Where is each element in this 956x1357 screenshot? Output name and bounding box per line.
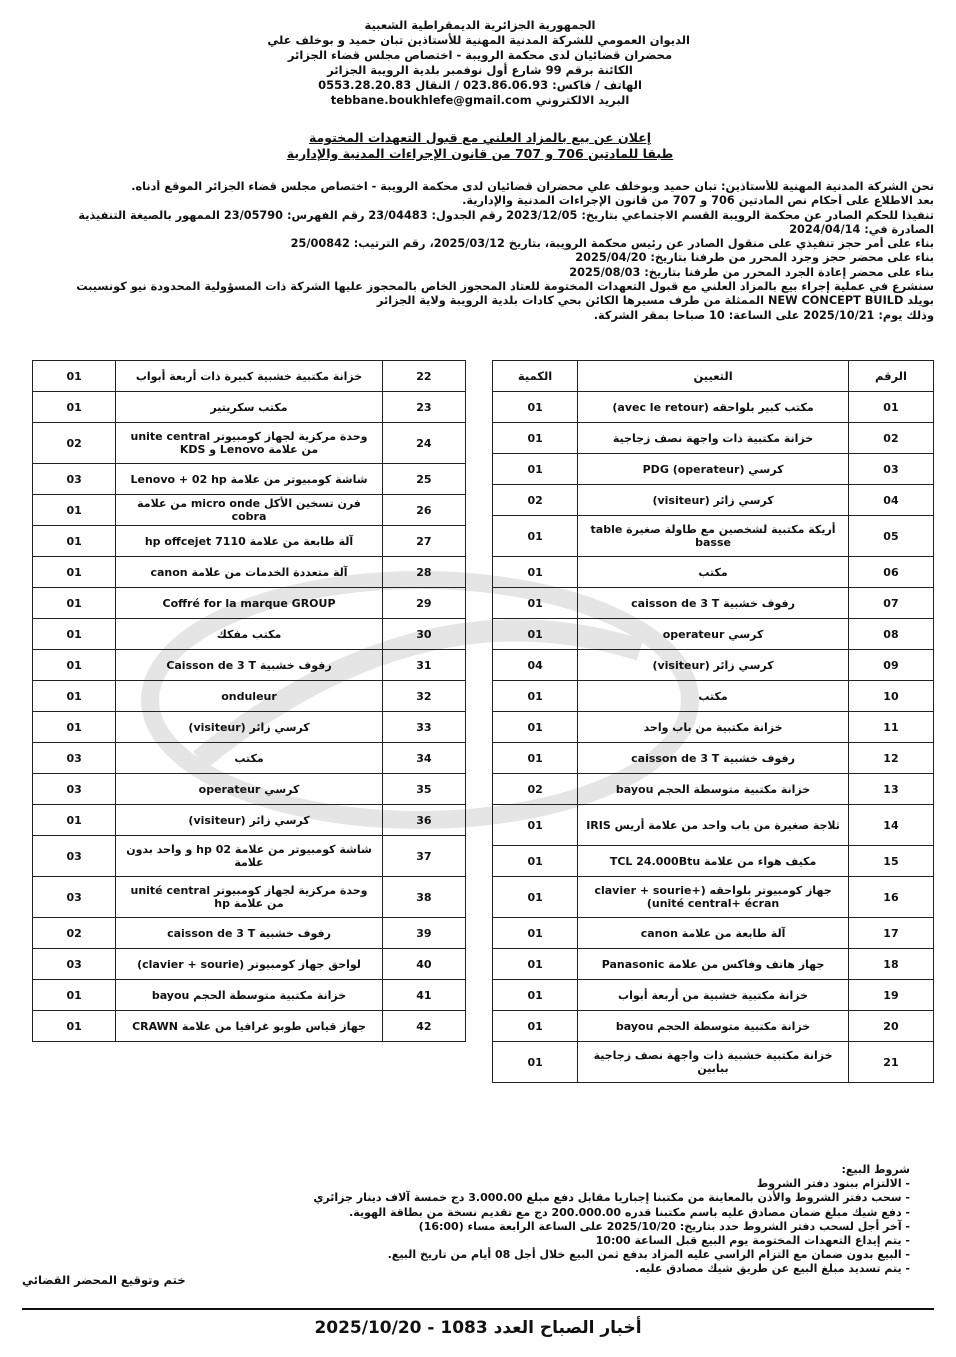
- item-num: 20: [848, 1011, 933, 1042]
- table-row: [493, 949, 934, 980]
- item-quantity: 01: [493, 619, 578, 650]
- item-quantity: 01: [493, 423, 578, 454]
- table-row: [493, 619, 934, 650]
- col-num-header: الرقم: [848, 361, 933, 392]
- item-num: 29: [382, 588, 465, 619]
- table-row: [493, 846, 934, 877]
- header-phone: الهاتف / فاكس: 023.86.06.93 / النقال 0553.28.20.83: [318, 78, 642, 92]
- item-num: 06: [848, 557, 933, 588]
- item-quantity: 04: [493, 650, 578, 681]
- item-num: 31: [382, 650, 465, 681]
- notice-title-line2: طبقا للمادتين 706 و 707 من قانون الإجراءات المدنية والإدارية: [286, 146, 674, 161]
- item-num: 37: [382, 836, 465, 877]
- header-republic: الجمهورية الجزائرية الديمقراطية الشعبية: [364, 18, 596, 32]
- item-quantity: 01: [33, 712, 116, 743]
- item-num: 07: [848, 588, 933, 619]
- item-num: 22: [382, 361, 465, 392]
- item-quantity: 01: [493, 588, 578, 619]
- item-num: 28: [382, 557, 465, 588]
- table-row: [493, 681, 934, 712]
- header-court: محضران قضائيان لدى محكمة الرويبة - اختصاص مجلس قضاء الجزائر: [287, 48, 673, 62]
- table-row: [33, 836, 466, 877]
- item-num: 16: [848, 877, 933, 918]
- table-row: [493, 516, 934, 557]
- header-address: الكائنة برقم 99 شارع أول نوفمبر بلدية الرويبة الجزائر: [327, 63, 633, 77]
- item-quantity: 01: [493, 1042, 578, 1083]
- item-designation: لواحق جهاز كومبيوتر (clavier + sourie): [116, 949, 383, 980]
- item-num: 42: [382, 1011, 465, 1042]
- item-quantity: 01: [33, 980, 116, 1011]
- table-row: [33, 743, 466, 774]
- item-designation: جهاز كومبيوتر بلواحقه (clavier + sourie+ unité central+ écran): [578, 877, 849, 918]
- item-quantity: 01: [33, 619, 116, 650]
- item-quantity: 01: [33, 526, 116, 557]
- intro-line: سنشرع في عملية إجراء بيع بالمزاد العلني مع قبول التعهدات المختومة للعتاد المحجوز الخاص بالمحجوز عليها الشركة ذات المسؤولية المحدودة نيو كونسيبت: [76, 280, 934, 294]
- item-num: 33: [382, 712, 465, 743]
- item-num: 02: [848, 423, 933, 454]
- item-designation: آلة طابعة من علامة hp offcejet 7110: [116, 526, 383, 557]
- table-row: [493, 650, 934, 681]
- table-row: [33, 949, 466, 980]
- col-qty-header: الكمية: [493, 361, 578, 392]
- item-designation: رفوف خشبية caisson de 3 T: [116, 918, 383, 949]
- item-designation: شاشة كومبيوتر من علامة Lenovo + 02 hp: [116, 464, 383, 495]
- table-row: [33, 619, 466, 650]
- item-quantity: 01: [493, 557, 578, 588]
- item-num: 27: [382, 526, 465, 557]
- table-row: [33, 650, 466, 681]
- table-row: [33, 712, 466, 743]
- item-designation: خزانة مكتبية متوسطة الحجم bayou: [578, 1011, 849, 1042]
- item-num: 41: [382, 980, 465, 1011]
- item-num: 36: [382, 805, 465, 836]
- item-quantity: 02: [493, 774, 578, 805]
- item-designation: فرن تسخين الأكل micro onde من علامة cobra: [116, 495, 383, 526]
- item-quantity: 01: [493, 392, 578, 423]
- item-num: 09: [848, 650, 933, 681]
- item-designation: مكتب: [578, 557, 849, 588]
- intro-line: الصادرة في: 2024/04/14: [789, 222, 934, 236]
- item-quantity: 01: [493, 681, 578, 712]
- item-designation: كرسي زائر (visiteur): [116, 805, 383, 836]
- intro-line: بناء على أمر حجز تنفيذي على منقول الصادر عن رئيس محكمة الرويبة، بتاريخ 2025/03/12، رقم الترتيب: 25/00842: [290, 237, 934, 251]
- item-num: 03: [848, 454, 933, 485]
- item-num: 34: [382, 743, 465, 774]
- item-designation: وحدة مركزية لجهاز كومبيوتر unite central من علامة Lenovo و KDS: [116, 423, 383, 464]
- item-quantity: 03: [33, 774, 116, 805]
- condition-item: - سحب دفتر الشروط والأذن بالمعاينة من مكتبنا إجباريا مقابل دفع مبلغ 3.000.00 دج خمسة آلاف دينار جزائري: [313, 1191, 910, 1205]
- item-num: 08: [848, 619, 933, 650]
- item-quantity: 02: [33, 918, 116, 949]
- item-num: 04: [848, 485, 933, 516]
- item-designation: خزانة مكتبية متوسطة الحجم bayou: [578, 774, 849, 805]
- table-row: [493, 454, 934, 485]
- item-quantity: 01: [33, 588, 116, 619]
- item-designation: مكتب: [578, 681, 849, 712]
- intro-line: نحن الشركة المدنية المهنية للأستاذين: تبان حميد وبوخلف علي محضران قضائيان لدى محكمة الرويبة - اختصاص مجلس قضاء الجزائر الموقع أدناه.: [131, 180, 934, 193]
- item-num: 12: [848, 743, 933, 774]
- table-row: [33, 495, 466, 526]
- item-quantity: 03: [33, 743, 116, 774]
- item-designation: مكتب سكريتير: [116, 392, 383, 423]
- notice-title: [220, 130, 740, 162]
- item-designation: كرسي زائر (visiteur): [578, 485, 849, 516]
- condition-item: - الالتزام ببنود دفتر الشروط: [756, 1177, 910, 1191]
- item-quantity: 01: [33, 361, 116, 392]
- table-row: [493, 877, 934, 918]
- table-row: [493, 980, 934, 1011]
- item-designation: رفوف خشبية Caisson de 3 T: [116, 650, 383, 681]
- item-num: 39: [382, 918, 465, 949]
- item-quantity: 01: [33, 805, 116, 836]
- item-num: 35: [382, 774, 465, 805]
- item-num: 38: [382, 877, 465, 918]
- item-designation: جهاز قياس طوبو غرافيا من علامة CRAWN: [116, 1011, 383, 1042]
- item-designation: شاشة كومبيوتر من علامة 02 hp و واحد بدون علامة: [116, 836, 383, 877]
- bailiff-signature: ختم وتوقيع المحضر القضائي: [22, 1273, 186, 1287]
- intro-line: وذلك يوم: 2025/10/21 على الساعة: 10 صباحا بمقر الشركة.: [593, 308, 934, 322]
- table-row: [33, 1011, 466, 1042]
- intro-line: بعد الاطلاع على أحكام نص المادتين 706 و 707 من قانون الإجراءات المدنية والإدارية.: [462, 194, 934, 208]
- item-quantity: 01: [493, 516, 578, 557]
- item-num: 30: [382, 619, 465, 650]
- table-row: [33, 526, 466, 557]
- item-quantity: 01: [493, 712, 578, 743]
- item-quantity: 01: [33, 392, 116, 423]
- item-designation: وحدة مركزية لجهاز كومبيوتر unité central من علامة hp: [116, 877, 383, 918]
- item-designation: كرسي زائر (visiteur): [116, 712, 383, 743]
- intro-paragraph: [22, 180, 934, 323]
- sale-conditions: [313, 1163, 910, 1277]
- items-table-right: [492, 360, 934, 1083]
- condition-item: - يتم تسديد مبلغ البيع عن طريق شيك مصادق عليه.: [635, 1262, 910, 1276]
- item-designation: كرسي (operateur) PDG: [578, 454, 849, 485]
- table-row: [33, 877, 466, 918]
- item-num: 11: [848, 712, 933, 743]
- item-num: 05: [848, 516, 933, 557]
- item-num: 18: [848, 949, 933, 980]
- item-quantity: 01: [33, 495, 116, 526]
- item-designation: جهاز هاتف وفاكس من علامة Panasonic: [578, 949, 849, 980]
- table-row: [493, 392, 934, 423]
- table-row: [33, 681, 466, 712]
- item-designation: أريكة مكتبية لشخصين مع طاولة صغيرة table basse: [578, 516, 849, 557]
- item-designation: مكتب: [116, 743, 383, 774]
- item-quantity: 03: [33, 836, 116, 877]
- item-num: 21: [848, 1042, 933, 1083]
- table-row: [33, 805, 466, 836]
- item-num: 32: [382, 681, 465, 712]
- item-num: 15: [848, 846, 933, 877]
- conditions-title: شروط البيع:: [841, 1163, 910, 1176]
- table-row: [33, 361, 466, 392]
- table-row: [493, 712, 934, 743]
- item-designation: مكيف هواء من علامة TCL 24.000Btu: [578, 846, 849, 877]
- header-office: الديوان العمومي للشركة المدنية المهنية للأستاذين تبان حميد و بوخلف علي: [267, 33, 690, 47]
- item-quantity: 03: [33, 949, 116, 980]
- intro-line: بويلد NEW CONCEPT BUILD الممثلة من طرف مسيرها الكائن بحي كادات بلدية الرويبة ولاية الجزائر: [376, 294, 934, 308]
- item-num: 13: [848, 774, 933, 805]
- header-email: البريد الالكتروني tebbane.boukhlefe@gmail.com: [330, 93, 630, 107]
- items-table-left: [32, 360, 466, 1042]
- table-row: [33, 980, 466, 1011]
- item-quantity: 01: [33, 557, 116, 588]
- table-row: [493, 743, 934, 774]
- item-num: 01: [848, 392, 933, 423]
- item-quantity: 03: [33, 464, 116, 495]
- item-quantity: 02: [33, 423, 116, 464]
- item-quantity: 01: [493, 805, 578, 846]
- intro-line: بناء على محضر إعادة الجرد المحرر من طرفنا بتاريخ: 2025/08/03: [569, 265, 934, 279]
- condition-item: - البيع بدون ضمان مع التزام الراسي عليه المزاد بدفع ثمن البيع خلال أجل 08 أيام من تاريخ البيع.: [387, 1248, 910, 1262]
- table-row: [493, 557, 934, 588]
- item-designation: آلة متعددة الخدمات من علامة canon: [116, 557, 383, 588]
- table-row: [33, 557, 466, 588]
- item-num: 26: [382, 495, 465, 526]
- table-row: [493, 485, 934, 516]
- item-num: 19: [848, 980, 933, 1011]
- newspaper-footer: أخبار الصباح العدد 1083 - 2025/10/20: [314, 1318, 642, 1338]
- item-num: 24: [382, 423, 465, 464]
- item-quantity: 01: [493, 1011, 578, 1042]
- item-quantity: 02: [493, 485, 578, 516]
- table-row: [493, 588, 934, 619]
- table-row: [493, 774, 934, 805]
- table-row: [493, 1042, 934, 1083]
- table-row: [33, 464, 466, 495]
- item-designation: رفوف خشبية caisson de 3 T: [578, 588, 849, 619]
- condition-item: - آخر أجل لسحب دفتر الشروط حدد بتاريخ: 2025/10/20 على الساعة الرابعة مساء (16:00): [418, 1219, 910, 1233]
- table-row: [33, 588, 466, 619]
- table-row: [493, 805, 934, 846]
- item-designation: خزانة مكتبية ذات واجهة نصف زجاجية: [578, 423, 849, 454]
- letterhead: [267, 18, 690, 108]
- item-designation: آلة طابعة من علامة canon: [578, 918, 849, 949]
- item-quantity: 01: [33, 681, 116, 712]
- item-designation: onduleur: [116, 681, 383, 712]
- item-designation: خزانة مكتبية من باب واحد: [578, 712, 849, 743]
- item-quantity: 01: [493, 949, 578, 980]
- table-row: [33, 774, 466, 805]
- item-designation: مكتب مفكك: [116, 619, 383, 650]
- item-designation: كرسي operateur: [116, 774, 383, 805]
- item-designation: خزانة مكتبية متوسطة الحجم bayou: [116, 980, 383, 1011]
- notice-title-line1: إعلان عن بيع بالمزاد العلني مع قبول التعهدات المختومة: [308, 130, 652, 145]
- item-designation: خزانة مكتبية خشبية كبيرة ذات أربعة أبواب: [116, 361, 383, 392]
- item-quantity: 01: [493, 980, 578, 1011]
- item-num: 10: [848, 681, 933, 712]
- item-designation: مكتب كبير بلواحقه (avec le retour): [578, 392, 849, 423]
- table-row: [493, 423, 934, 454]
- item-quantity: 01: [493, 454, 578, 485]
- condition-item: - يتم إيداع التعهدات المختومة يوم البيع قبل الساعة 10:00: [595, 1234, 910, 1248]
- footer-divider: [22, 1308, 934, 1310]
- item-designation: ثلاجة صغيرة من باب واحد من علامة أريس IRIS: [578, 805, 849, 846]
- item-quantity: 01: [33, 1011, 116, 1042]
- item-num: 23: [382, 392, 465, 423]
- table-row: [33, 918, 466, 949]
- table-row: [493, 1011, 934, 1042]
- item-designation: خزانة مكتبية خشبية من أربعة أبواب: [578, 980, 849, 1011]
- item-quantity: 01: [493, 743, 578, 774]
- intro-line: بناء على محضر حجز وجرد المحرر من طرفنا بتاريخ: 2025/04/20: [575, 251, 934, 265]
- item-designation: كرسي operateur: [578, 619, 849, 650]
- item-num: 14: [848, 805, 933, 846]
- table-row: [33, 392, 466, 423]
- condition-item: - دفع شيك مبلغ ضمان مصادق عليه باسم مكتبنا قدره 200.000.00 دج مع تقديم نسخة من بطاقة الهوية.: [349, 1205, 910, 1219]
- item-quantity: 01: [493, 918, 578, 949]
- item-designation: خزانة مكتبية خشبية ذات واجهة نصف زجاجية ببابين: [578, 1042, 849, 1083]
- item-quantity: 03: [33, 877, 116, 918]
- item-designation: رفوف خشبية caisson de 3 T: [578, 743, 849, 774]
- item-designation: كرسي زائر (visiteur): [578, 650, 849, 681]
- item-quantity: 01: [493, 846, 578, 877]
- item-quantity: 01: [493, 877, 578, 918]
- item-designation: Coffré for la marque GROUP: [116, 588, 383, 619]
- item-num: 25: [382, 464, 465, 495]
- table-row: [33, 423, 466, 464]
- item-num: 17: [848, 918, 933, 949]
- table-row: [493, 918, 934, 949]
- col-designation-header: التعيين: [578, 361, 849, 392]
- item-quantity: 01: [33, 650, 116, 681]
- intro-line: تنفيذا للحكم الصادر عن محكمة الرويبة القسم الاجتماعي بتاريخ: 2023/12/05 رقم الجدول: 23/04483 رقم الفهرس: 23/05790 الممهور بالصيغة التنفيذية: [78, 208, 934, 222]
- item-num: 40: [382, 949, 465, 980]
